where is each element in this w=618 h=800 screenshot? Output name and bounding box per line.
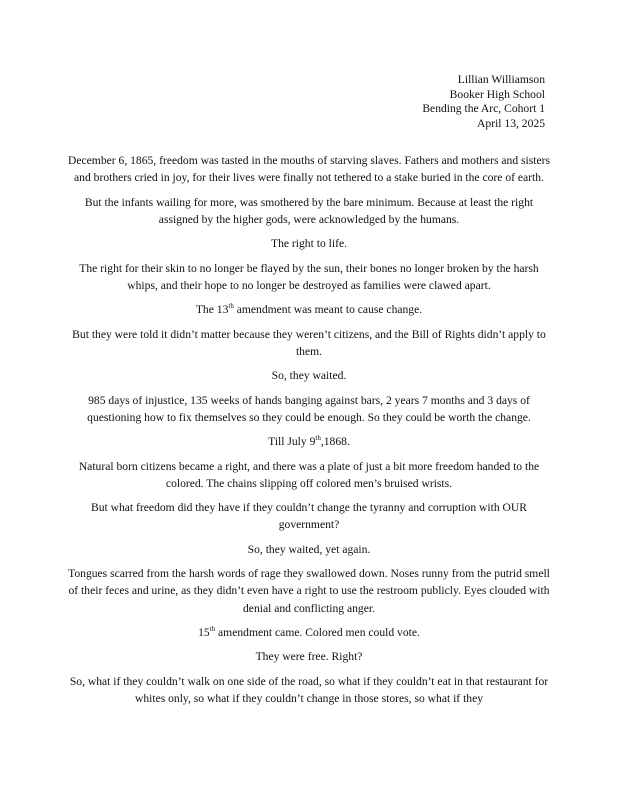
paragraph-9 [66,433,552,450]
paragraph-9-text-a: Till July 9 [268,435,316,449]
school-name: Booker High School [449,87,545,101]
document-date: April 13, 2025 [477,117,545,131]
paragraph-15: They were free. Right? [255,650,363,664]
paragraph-14-text-b: amendment came. Colored men could vote. [215,625,420,639]
paragraph-13: Tongues scarred from the harsh words of rage they swallowed down. Noses runny from the putrid smell of their feces and urine, as they didn’t even have a right to use the restroom publicly. Eyes clouded with denial and conflicting anger. [68,567,550,615]
author-name: Lillian Williamson [457,73,545,86]
ordinal-suffix: th [228,302,234,311]
paragraph-14 [66,624,552,641]
paragraph-6: But they were told it didn’t matter because they weren’t citizens, and the Bill of Rights didn’t apply to them. [72,327,546,358]
document-header [422,73,545,132]
ordinal-suffix: th [209,625,216,634]
paragraph-7: So, they waited. [271,369,347,383]
paragraph-1: December 6, 1865, freedom was tasted in the mouths of starving slaves. Fathers and mothers and sisters and brothers cried in joy, for their lives were finally not tethered to a stake buried in the core of earth. [68,154,550,185]
paragraph-8: 985 days of injustice, 135 weeks of hands banging against bars, 2 years 7 months and 3 days of questioning how to fix themselves so they could be enough. So they could be worth the change. [87,393,531,424]
paragraph-14-text-a: 15 [198,625,210,639]
ordinal-suffix: th [315,434,321,443]
paragraph-2: But the infants wailing for more, was smothered by the bare minimum. Because at least the right assigned by the higher gods, were acknowledged by the humans. [84,195,534,226]
paragraph-3: The right to life. [271,237,347,251]
paragraph-5-text-a: The 13 [195,303,229,317]
paragraph-16: So, what if they couldn’t walk on one side of the road, so what if they couldn’t eat in that restaurant for whites only, so what if they couldn’t change in those stores, so what if they [69,674,549,705]
paragraph-11: But what freedom did they have if they couldn’t change the tyranny and corruption with OUR government? [90,501,528,532]
paragraph-4: The right for their skin to no longer be flayed by the sun, their bones no longer broken by the harsh whips, and their hope to no longer be destroyed as families were clawed apart. [79,261,539,292]
paragraph-5-text-b: amendment was meant to cause change. [233,303,423,317]
paragraph-12: So, they waited, yet again. [247,542,371,556]
paragraph-9-text-b: ,1868. [320,435,350,449]
essay-body [66,152,552,714]
paragraph-5 [66,301,552,318]
paragraph-10: Natural born citizens became a right, and there was a plate of just a bit more freedom handed to the colored. The chains slipping off colored men’s bruised wrists. [78,459,540,490]
program-name: Bending the Arc, Cohort 1 [422,102,545,116]
